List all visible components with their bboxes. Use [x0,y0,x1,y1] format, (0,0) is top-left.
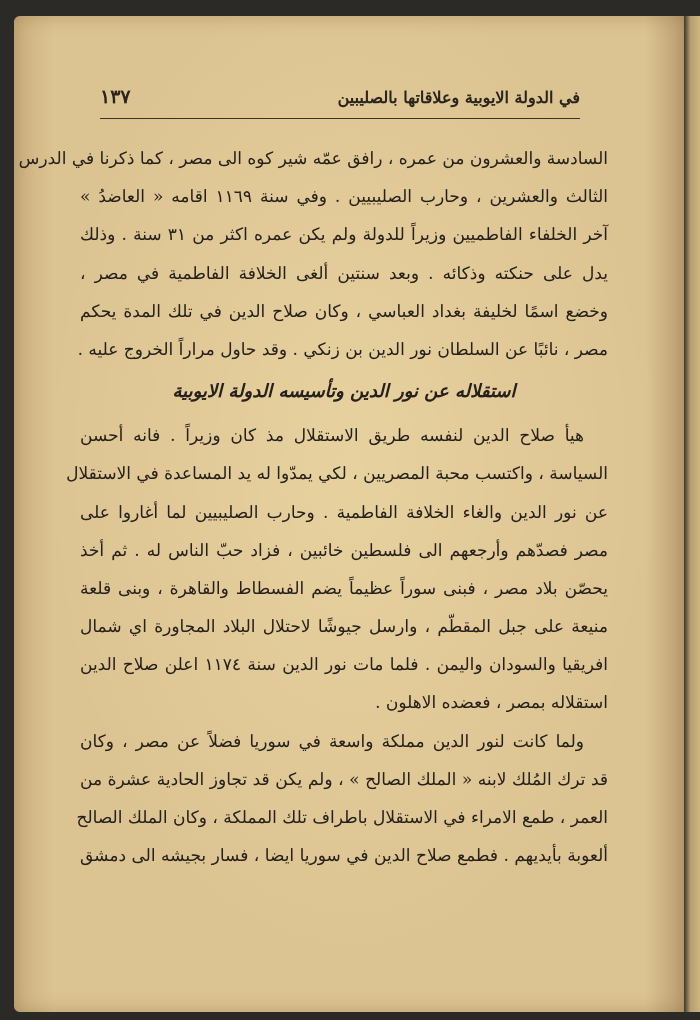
text-line: هيأ صلاح الدين لنفسه طريق الاستقلال مذ كان وزيراً . فانه أحسن [80,426,584,447]
text-line: مصر ، نائبًا عن السلطان نور الدين بن زنكي . وقد حاول مراراً الخروج عليه . [77,339,608,360]
text-line: السياسة ، واكتسب محبة المصريين ، لكي يمدّوا له يد المساعدة في الاستقلال [66,464,608,485]
text-line: ولما كانت لنور الدين مملكة واسعة في سوريا فضلاً عن مصر ، وكان [80,731,584,752]
header-rule [100,118,580,119]
text-line: يحصّن بلاد مصر ، فبنى سوراً عظيماً يضم الفسطاط والقاهرة ، وبنى قلعة [80,578,608,599]
text-line: العمر ، طمع الامراء في الاستقلال باطراف تلك المملكة ، وكان الملك الصالح [76,808,608,828]
text-line: افريقيا والسودان واليمن . فلما مات نور الدين سنة ١١٧٤ اعلن صلاح الدين [80,655,608,676]
text-line: وخضع اسمًا لخليفة بغداد العباسي ، وكان صلاح الدين في تلك المدة يحكم [80,301,608,322]
text-line: ألعوبة بأيديهم . فطمع صلاح الدين في سوريا ايضا ، فسار بجيشه الى دمشق [80,846,608,867]
text-line: آخر الخلفاء الفاطميين وزيراً للدولة ولم يكن عمره اكثر من ٣١ سنة . وذلك [80,225,608,246]
text-line: عن نور الدين والغاء الخلافة الفاطمية . وحارب الصليبيين لما أغاروا على [80,502,608,523]
adjacent-page-edge [684,16,700,1012]
text-line: الثالث والعشرين ، وحارب الصليبيين . وفي سنة ١١٦٩ اقامه « العاضدُ » [80,187,609,208]
header-title: في الدولة الايوبية وعلاقاتها بالصليبين [337,88,580,107]
text-line: يدل على حنكته وذكائه . وبعد سنتين ألغى الخلافة الفاطمية في مصر ، [80,263,608,284]
page-number: ١٣٧ [100,86,131,108]
section-heading: استقلاله عن نور الدين وتأسيسه الدولة الايوبية [172,381,516,403]
text-line: قد ترك المُلك لابنه « الملك الصالح » ، ولم يكن قد تجاوز الحادية عشرة من [80,769,608,790]
running-header [100,88,580,116]
text-line: منيعة على جبل المقطّم ، وارسل جيوشًا لاحتلال البلاد المجاورة اي شمال [80,617,608,638]
text-line: السادسة والعشرون من عمره ، رافق عمّه شير كوه الى مصر ، كما ذكرنا في الدرس [18,149,608,169]
body-text [18,140,609,875]
paragraph-2 [66,417,608,723]
paragraph-1 [18,140,609,369]
paragraph-3 [76,723,608,876]
text-line: استقلاله بمصر ، فعضده الاهلون . [375,693,608,714]
text-line: مصر فصدّهم وأرجعهم الى فلسطين خائبين ، فزاد حبّ الناس له . ثم أخذ [80,540,608,561]
